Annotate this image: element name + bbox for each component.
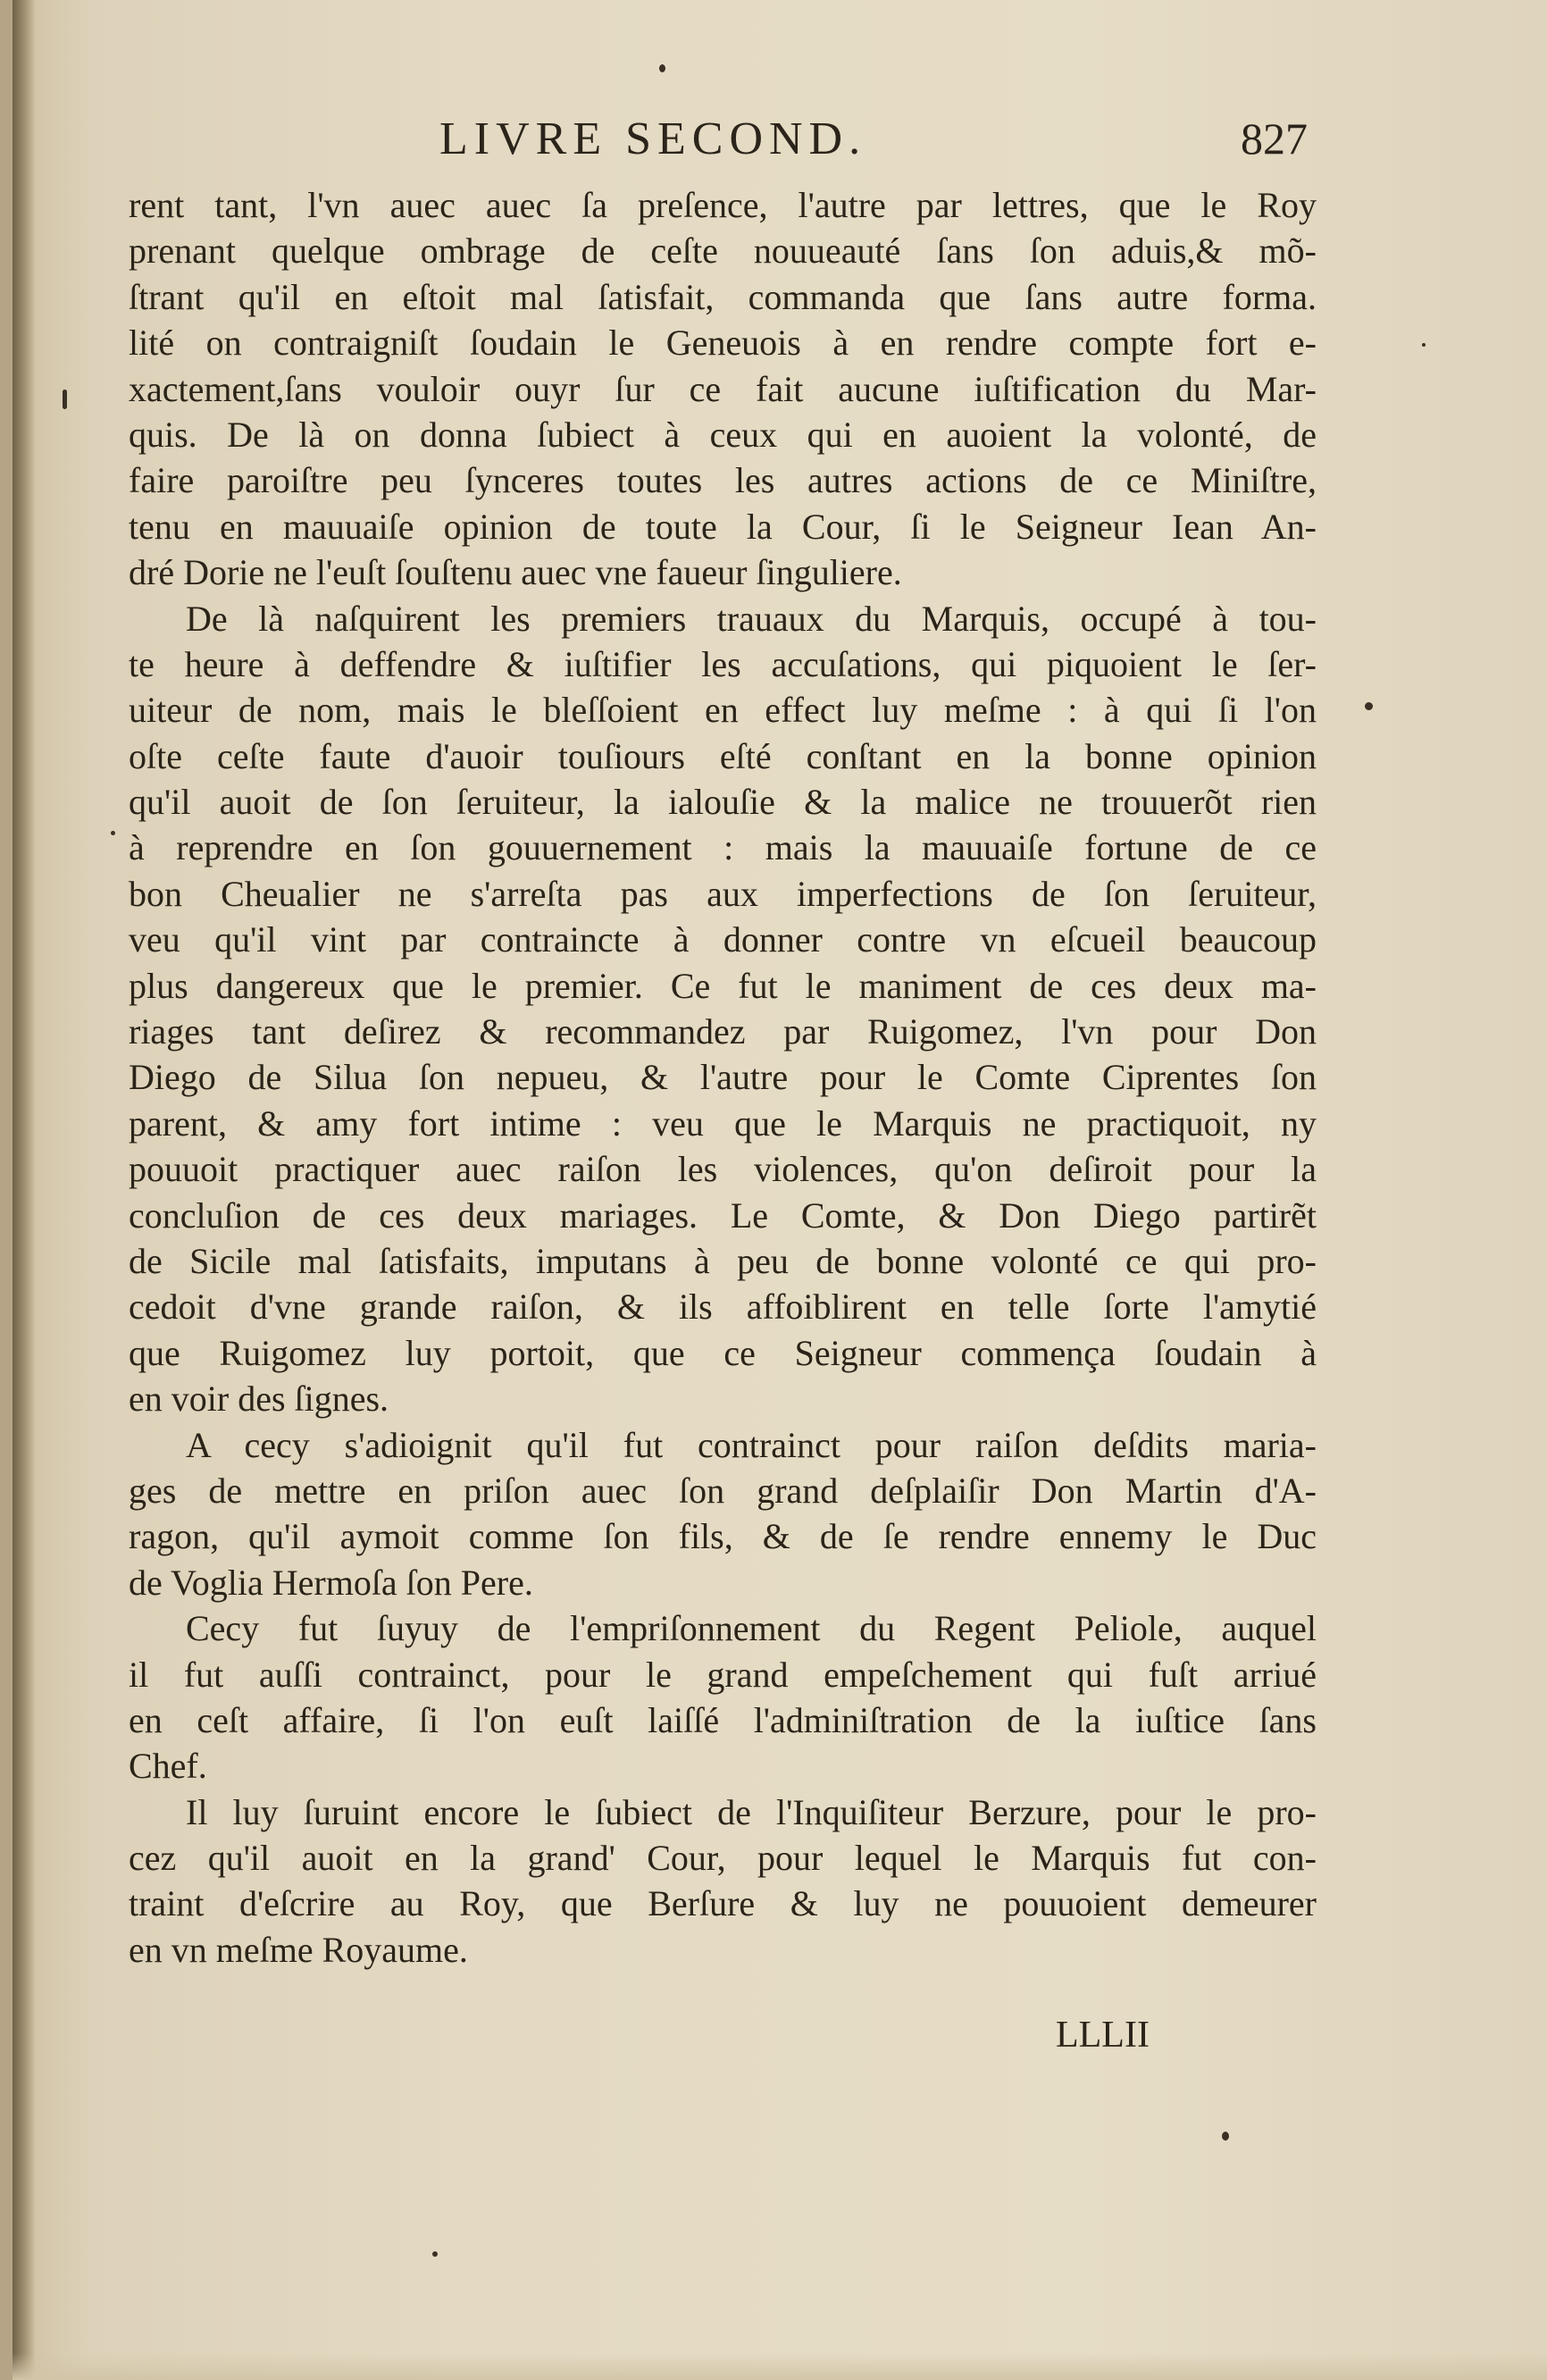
text-line: uiteur de nom, mais le bleſſoient en effect luy meſme : à qui ſi l'on <box>129 690 1317 731</box>
text-line: De là naſquirent les premiers trauaux du Marquis, occupé à tou- <box>186 598 1317 639</box>
text-line: prenant quelque ombrage de ceſte nouueauté ſans ſon aduis,& mõ- <box>129 230 1317 272</box>
text-line: bon Cheualier ne s'arreſta pas aux imperfections de ſon ſeruiteur, <box>129 873 1317 914</box>
gutter-shadow <box>13 0 36 2380</box>
text-line: il fut auſſi contrainct, pour le grand empeſchement qui fuſt arriué <box>129 1654 1317 1695</box>
page-number: 827 <box>1241 113 1308 163</box>
text-line: ges de mettre en priſon auec ſon grand deſplaiſir Don Martin d'A- <box>129 1470 1317 1511</box>
text-line: riages tant deſirez & recommandez par Ruigomez, l'vn pour Don <box>129 1011 1317 1052</box>
page-bottom-edge <box>13 2353 1547 2380</box>
text-line: A cecy s'adioignit qu'il fut contrainct pour raiſon deſdits maria- <box>186 1424 1317 1465</box>
text-line: faire paroiſtre peu ſynceres toutes les autres actions de ce Miniſtre, <box>129 460 1317 501</box>
text-line: Chef. <box>129 1746 207 1787</box>
text-line: concluſion de ces deux mariages. Le Comte, & Don Diego partirẽt <box>129 1194 1317 1236</box>
ink-speck <box>432 2251 438 2257</box>
text-line: dré Dorie ne l'euſt ſouſtenu auec vne faueur ſinguliere. <box>129 552 902 593</box>
text-line: en vn meſme Royaume. <box>129 1929 468 1970</box>
ink-speck <box>659 64 665 72</box>
text-line: à reprendre en ſon gouuernement : mais la mauuaiſe fortune de ce <box>129 827 1317 868</box>
text-line: ragon, qu'il aymoit comme ſon fils, & de ſe rendre ennemy le Duc <box>129 1516 1317 1557</box>
text-line: cez qu'il auoit en la grand' Cour, pour lequel le Marquis fut con- <box>129 1838 1317 1879</box>
ink-speck <box>1222 2132 1229 2141</box>
text-line: lité on contraigniſt ſoudain le Geneuois à en rendre compte fort e- <box>129 323 1317 364</box>
text-line: xactement,ſans vouloir ouyr ſur ce fait aucune iuſtification du Mar- <box>129 368 1317 409</box>
ink-speck <box>111 831 115 835</box>
text-line: traint d'eſcrire au Roy, que Berſure & luy ne pouuoient demeurer <box>129 1883 1317 1924</box>
text-line: Il luy ſuruint encore le ſubiect de l'Inquiſiteur Berzure, pour le pro- <box>186 1791 1317 1832</box>
ink-speck <box>63 390 67 409</box>
text-line: de Voglia Hermoſa ſon Pere. <box>129 1562 533 1603</box>
text-line: tenu en mauuaiſe opinion de toute la Cour, ſi le Seigneur Iean An- <box>129 506 1317 547</box>
text-line: quis. De là on donna ſubiect à ceux qui en auoient la volonté, de <box>129 414 1317 455</box>
text-line: en voir des ſignes. <box>129 1379 389 1420</box>
text-line: que Ruigomez luy portoit, que ce Seigneur commença ſoudain à <box>129 1332 1317 1373</box>
text-line: Cecy fut ſuyuy de l'empriſonnement du Regent Peliole, auquel <box>186 1608 1317 1649</box>
text-line: plus dangereux que le premier. Ce fut le maniment de ces deux ma- <box>129 965 1317 1006</box>
running-head: LIVRE SECOND. <box>439 113 867 164</box>
signature-mark: LLLII <box>1056 2015 1150 2056</box>
ink-speck <box>1365 702 1373 710</box>
text-line: oſte ceſte faute d'auoir touſiours eſté conſtant en la bonne opinion <box>129 735 1317 776</box>
text-line: qu'il auoit de ſon ſeruiteur, la ialouſie & la malice ne trouuerõt rien <box>129 782 1317 823</box>
text-line: ſtrant qu'il en eſtoit mal ſatisfait, commanda que ſans autre forma. <box>129 276 1317 317</box>
page-header <box>13 105 1547 177</box>
body-text <box>129 182 1317 1973</box>
text-line: cedoit d'vne grande raiſon, & ils affoiblirent en telle ſorte l'amytié <box>129 1286 1317 1328</box>
text-line: te heure à deffendre & iuſtifier les accuſations, qui piquoient le ſer- <box>129 643 1317 684</box>
book-page <box>13 0 1547 2380</box>
text-line: Diego de Silua ſon nepueu, & l'autre pour le Comte Ciprentes ſon <box>129 1057 1317 1098</box>
text-line: de Sicile mal ſatisfaits, imputans à peu de bonne volonté ce qui pro- <box>129 1240 1317 1281</box>
text-line: pouuoit practiquer auec raiſon les violences, qu'on deſiroit pour la <box>129 1149 1317 1190</box>
text-line: rent tant, l'vn auec auec ſa preſence, l'autre par lettres, que le Roy <box>129 185 1317 225</box>
text-line: parent, & amy fort intime : veu que le Marquis ne practiquoit, ny <box>129 1102 1317 1144</box>
ink-speck <box>1422 343 1426 347</box>
text-line: en ceſt affaire, ſi l'on euſt laiſſé l'adminiſtration de la iuſtice ſans <box>129 1699 1317 1740</box>
text-line: veu qu'il vint par contraincte à donner contre vn eſcueil beaucoup <box>129 919 1317 960</box>
